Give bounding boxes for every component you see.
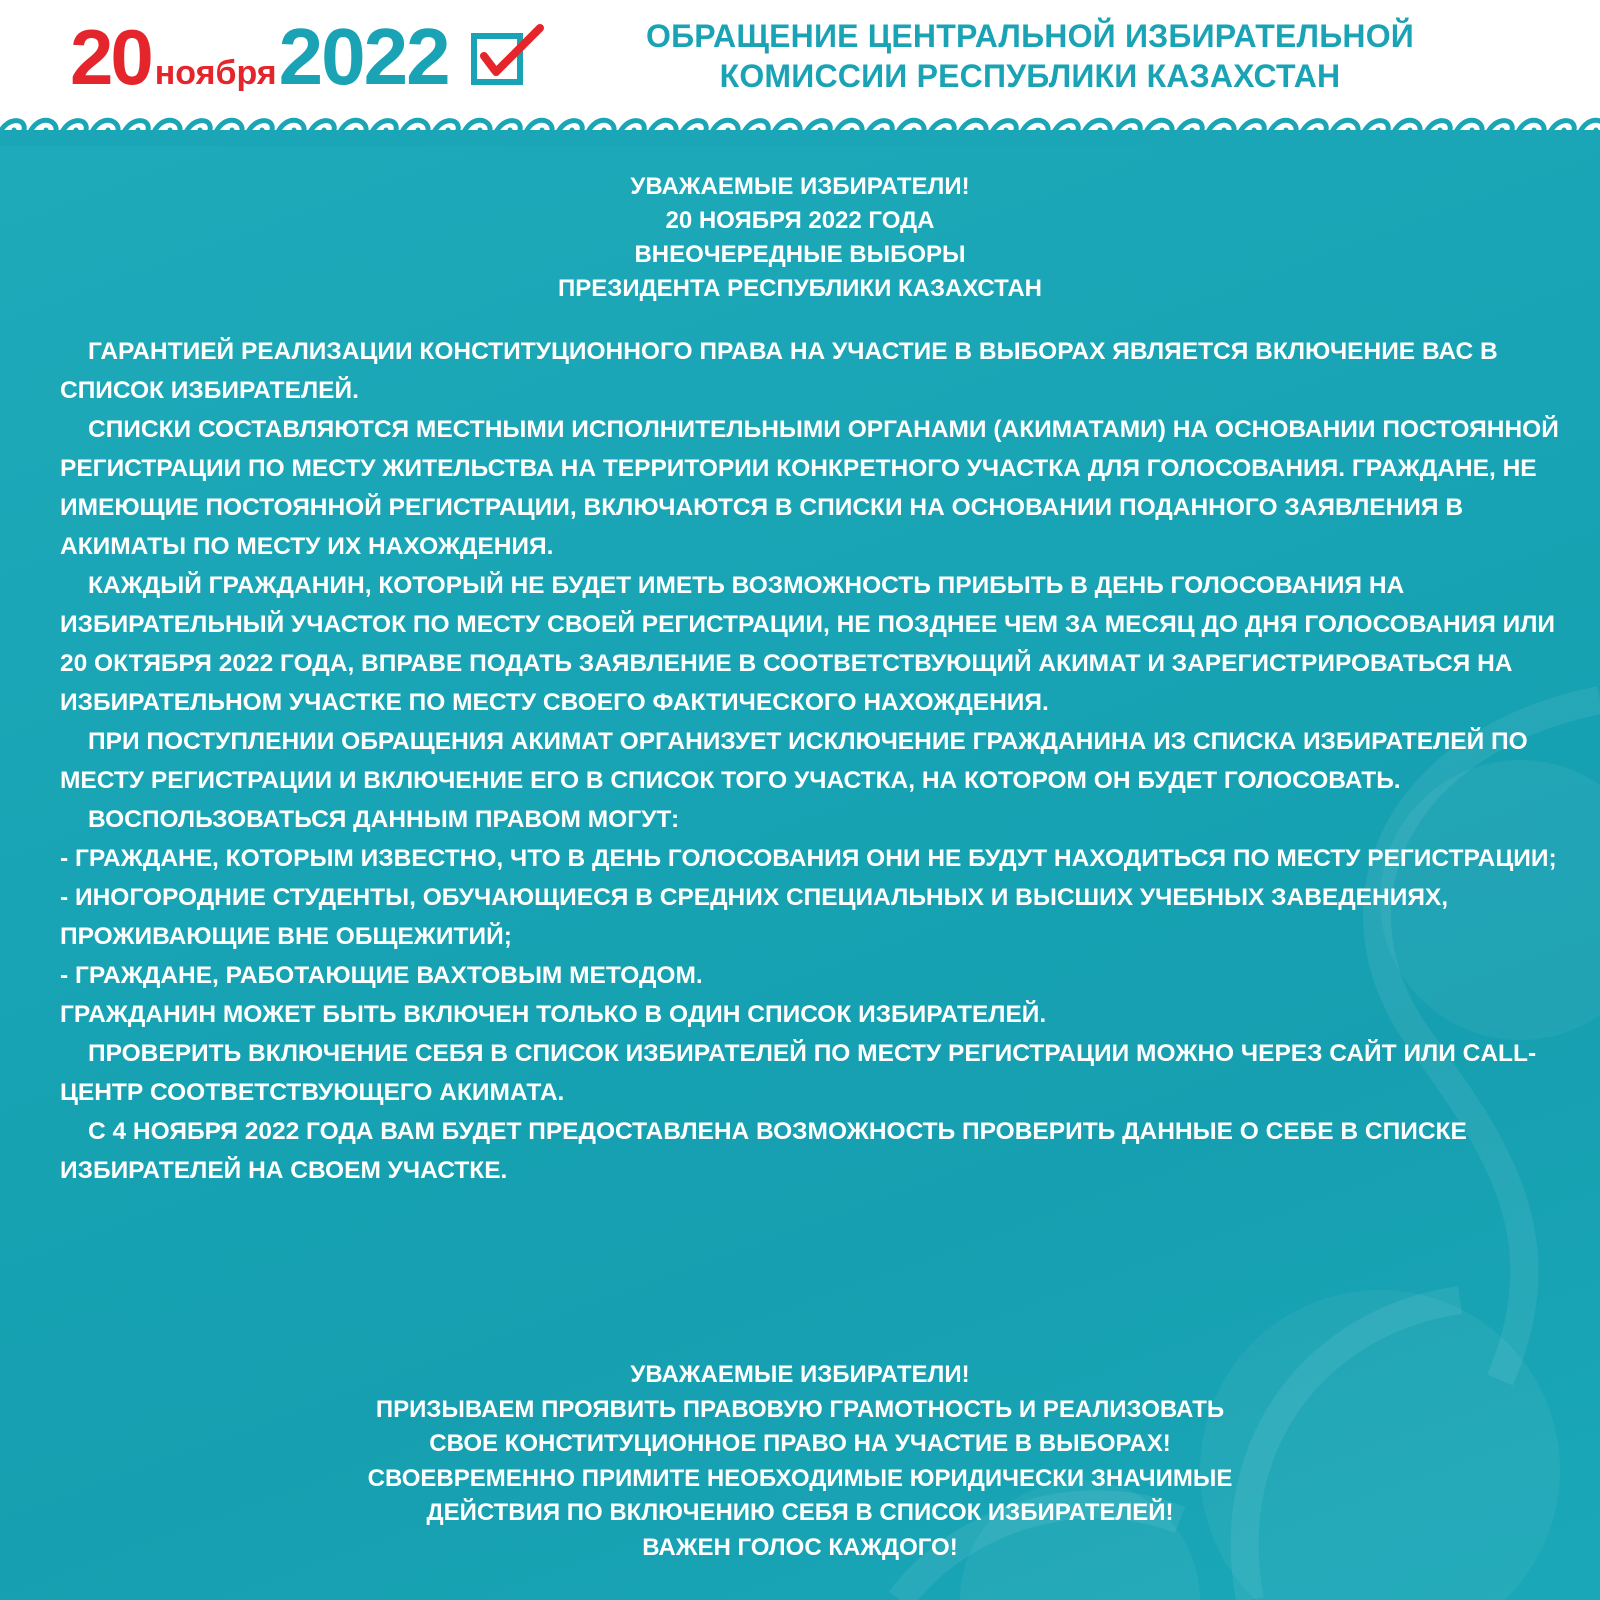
paragraph: ПРОВЕРИТЬ ВКЛЮЧЕНИЕ СЕБЯ В СПИСОК ИЗБИРАТЕЛЕЙ ПО МЕСТУ РЕГИСТРАЦИИ МОЖНО ЧЕРЕЗ САЙТ ИЛИ CALL-ЦЕНТР СООТВЕТСТВУЮЩЕГО АКИМАТА. (60, 1040, 1537, 1106)
title-line: КОМИССИИ РЕСПУБЛИКИ КАЗАХСТАН (719, 58, 1341, 94)
paragraph: С 4 НОЯБРЯ 2022 ГОДА ВАМ БУДЕТ ПРЕДОСТАВЛЕНА ВОЗМОЖНОСТЬ ПРОВЕРИТЬ ДАННЫЕ О СЕБЕ В СПИСКЕ ИЗБИРАТЕЛЕЙ НА СВОЕМ УЧАСТКЕ. (60, 1118, 1467, 1184)
paragraph: ГАРАНТИЕЙ РЕАЛИЗАЦИИ КОНСТИТУЦИОННОГО ПРАВА НА УЧАСТИЕ В ВЫБОРАХ ЯВЛЯЕТСЯ ВКЛЮЧЕНИЕ ВАС В СПИСОК ИЗБИРАТЕЛЕЙ. (60, 338, 1498, 404)
list-item: - ГРАЖДАНЕ, РАБОТАЮЩИЕ ВАХТОВЫМ МЕТОДОМ. (60, 962, 703, 989)
paragraph: ГРАЖДАНИН МОЖЕТ БЫТЬ ВКЛЮЧЕН ТОЛЬКО В ОДИН СПИСОК ИЗБИРАТЕЛЕЙ. (60, 1001, 1047, 1028)
closing-line: СВОЕ КОНСТИТУЦИОННОЕ ПРАВО НА УЧАСТИЕ В ВЫБОРАХ! (429, 1430, 1171, 1457)
date-month: ноября (154, 54, 277, 92)
date-day: 20 (70, 13, 151, 101)
closing-line: ДЕЙСТВИЯ ПО ВКЛЮЧЕНИЮ СЕБЯ В СПИСОК ИЗБИРАТЕЛЕЙ! (426, 1499, 1174, 1526)
paragraph: КАЖДЫЙ ГРАЖДАНИН, КОТОРЫЙ НЕ БУДЕТ ИМЕТЬ ВОЗМОЖНОСТЬ ПРИБЫТЬ В ДЕНЬ ГОЛОСОВАНИЯ НА ИЗБИРАТЕЛЬНЫЙ УЧАСТОК ПО МЕСТУ СВОЕЙ РЕГИСТРАЦИИ, НЕ ПОЗДНЕЕ ЧЕМ ЗА МЕСЯЦ ДО ДНЯ ГОЛОСОВАНИЯ ИЛИ 20 ОКТЯБРЯ 2022 ГОДА, ВПРАВЕ ПОДАТЬ ЗАЯВЛЕНИЕ В СООТВЕТСТВУЮЩИЙ АКИМАТ И ЗАРЕГИСТРИРОВАТЬСЯ НА ИЗБИРАТЕЛЬНОМ УЧАСТКЕ ПО МЕСТУ СВОЕГО ФАКТИЧЕСКОГО НАХОЖДЕНИЯ. (60, 572, 1556, 716)
ballot-checkmark-icon (470, 22, 550, 92)
closing-line: ВАЖЕН ГОЛОС КАЖДОГО! (642, 1533, 958, 1561)
appeal-body (60, 332, 1560, 1190)
closing-line: УВАЖАЕМЫЕ ИЗБИРАТЕЛИ! (630, 1361, 970, 1388)
list-item: - ИНОГОРОДНИЕ СТУДЕНТЫ, ОБУЧАЮЩИЕСЯ В СРЕДНИХ СПЕЦИАЛЬНЫХ И ВЫСШИХ УЧЕБНЫХ ЗАВЕДЕНИЯХ, ПРОЖИВАЮЩИЕ ВНЕ ОБЩЕЖИТИЙ; (60, 884, 1449, 950)
paragraph: ПРИ ПОСТУПЛЕНИИ ОБРАЩЕНИЯ АКИМАТ ОРГАНИЗУЕТ ИСКЛЮЧЕНИЕ ГРАЖДАНИНА ИЗ СПИСКА ИЗБИРАТЕЛЕЙ ПО МЕСТУ РЕГИСТРАЦИИ И ВКЛЮЧЕНИЕ ЕГО В СПИСОК ТОГО УЧАСТКА, НА КОТОРОМ ОН БУДЕТ ГОЛОСОВАТЬ. (60, 728, 1528, 794)
greeting-block (0, 170, 1600, 306)
paragraph: СПИСКИ СОСТАВЛЯЮТСЯ МЕСТНЫМИ ИСПОЛНИТЕЛЬНЫМИ ОРГАНАМИ (АКИМАТАМИ) НА ОСНОВАНИИ ПОСТОЯННОЙ РЕГИСТРАЦИИ ПО МЕСТУ ЖИТЕЛЬСТВА НА ТЕРРИТОРИИ КОНКРЕТНОГО УЧАСТКА ДЛЯ ГОЛОСОВАНИЯ. ГРАЖДАНЕ, НЕ ИМЕЮЩИЕ ПОСТОЯННОЙ РЕГИСТРАЦИИ, ВКЛЮЧАЮТСЯ В СПИСКИ НА ОСНОВАНИИ ПОДАННОГО ЗАЯВЛЕНИЯ В АКИМАТЫ ПО МЕСТУ ИХ НАХОЖДЕНИЯ. (60, 416, 1559, 560)
greeting-line: ВНЕОЧЕРЕДНЫЕ ВЫБОРЫ (634, 241, 966, 268)
ornament-border (0, 112, 1600, 146)
closing-line: ПРИЗЫВАЕМ ПРОЯВИТЬ ПРАВОВУЮ ГРАМОТНОСТЬ И РЕАЛИЗОВАТЬ (375, 1395, 1225, 1423)
title-line: ОБРАЩЕНИЕ ЦЕНТРАЛЬНОЙ ИЗБИРАТЕЛЬНОЙ (645, 18, 1414, 54)
election-date-logo (70, 12, 449, 102)
greeting-line: ПРЕЗИДЕНТА РЕСПУБЛИКИ КАЗАХСТАН (558, 275, 1042, 302)
main-panel (0, 140, 1600, 1600)
date-year: 2022 (278, 12, 449, 101)
closing-block (0, 1358, 1600, 1565)
commission-title (600, 16, 1460, 96)
greeting-line: 20 НОЯБРЯ 2022 ГОДА (665, 207, 935, 234)
paragraph: ВОСПОЛЬЗОВАТЬСЯ ДАННЫМ ПРАВОМ МОГУТ: (88, 806, 680, 833)
greeting-line: УВАЖАЕМЫЕ ИЗБИРАТЕЛИ! (630, 173, 970, 200)
list-item: - ГРАЖДАНЕ, КОТОРЫМ ИЗВЕСТНО, ЧТО В ДЕНЬ ГОЛОСОВАНИЯ ОНИ НЕ БУДУТ НАХОДИТЬСЯ ПО МЕСТУ РЕГИСТРАЦИИ; (60, 845, 1557, 872)
closing-line: СВОЕВРЕМЕННО ПРИМИТЕ НЕОБХОДИМЫЕ ЮРИДИЧЕСКИ ЗНАЧИМЫЕ (367, 1464, 1233, 1492)
